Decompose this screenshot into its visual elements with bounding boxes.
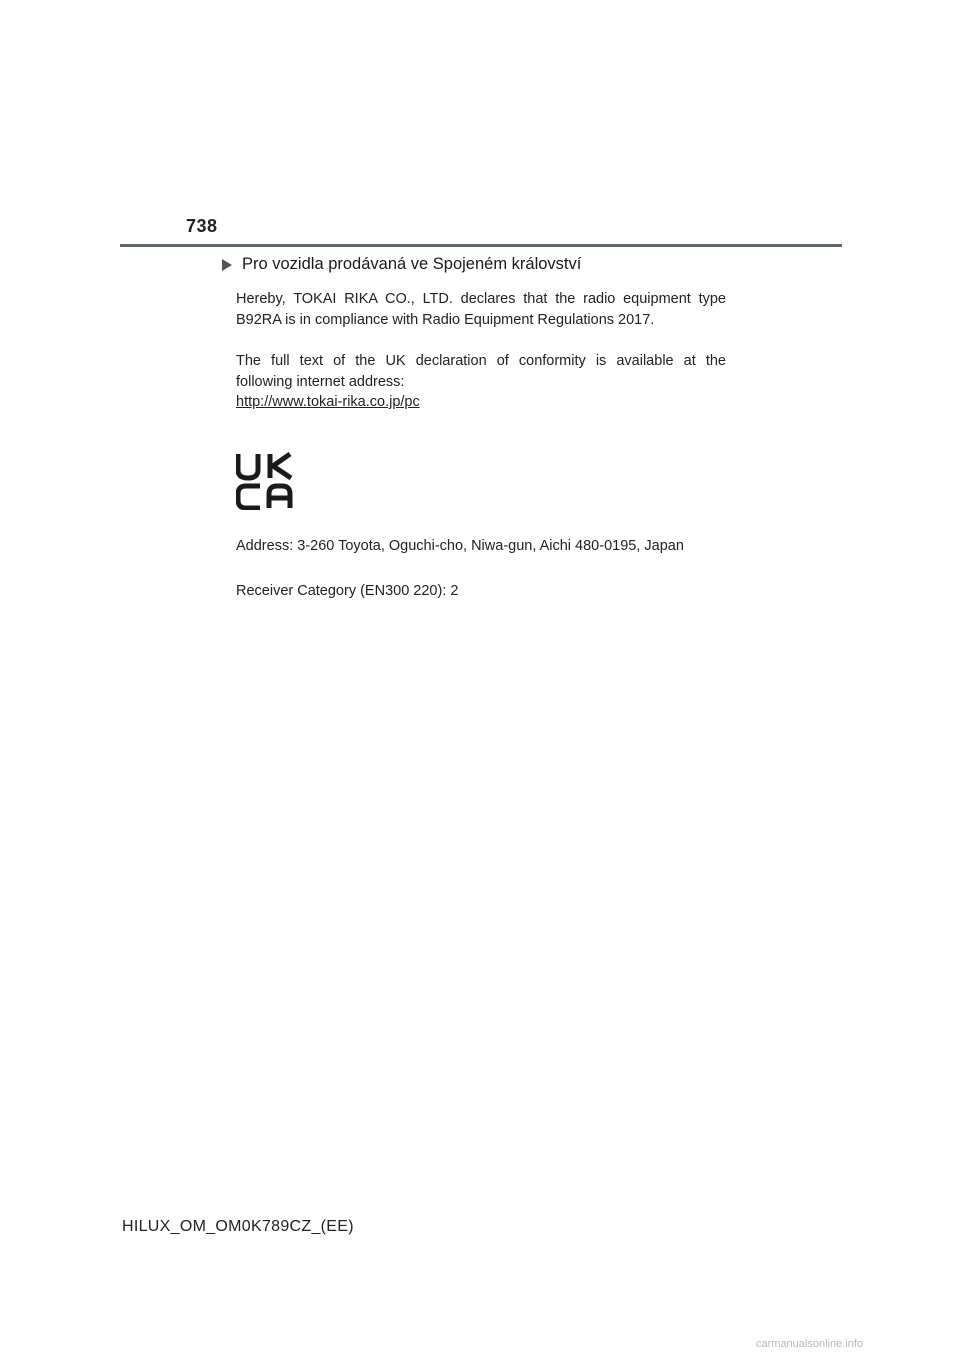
watermark-text: carmanualsonline.info: [756, 1338, 864, 1350]
page-number: 738: [186, 216, 218, 236]
declaration-line-1: Hereby, TOKAI RIKA CO., LTD. declares that the radio equipment type: [236, 291, 726, 307]
section-heading: [222, 255, 581, 274]
triangle-right-icon: [222, 259, 232, 271]
footer-document-code: HILUX_OM_OM0K789CZ_(EE): [122, 1218, 354, 1235]
declaration-line-3: The full text of the UK declaration of conformity is available at the: [236, 353, 726, 369]
address-line: Address: 3-260 Toyota, Oguchi-cho, Niwa-gun, Aichi 480-0195, Japan: [236, 538, 684, 554]
declaration-line-2: B92RA is in compliance with Radio Equipment Regulations 2017.: [236, 311, 655, 328]
declaration-url-link[interactable]: http://www.tokai-rika.co.jp/pc: [236, 394, 420, 410]
declaration-block: [236, 289, 726, 413]
ukca-mark-icon: [236, 452, 294, 510]
header-rule: [120, 244, 842, 247]
section-heading-text: Pro vozidla prodávaná ve Spojeném království: [242, 255, 582, 273]
declaration-line-4: following internet address:: [236, 373, 405, 390]
receiver-category-line: Receiver Category (EN300 220): 2: [236, 583, 459, 599]
